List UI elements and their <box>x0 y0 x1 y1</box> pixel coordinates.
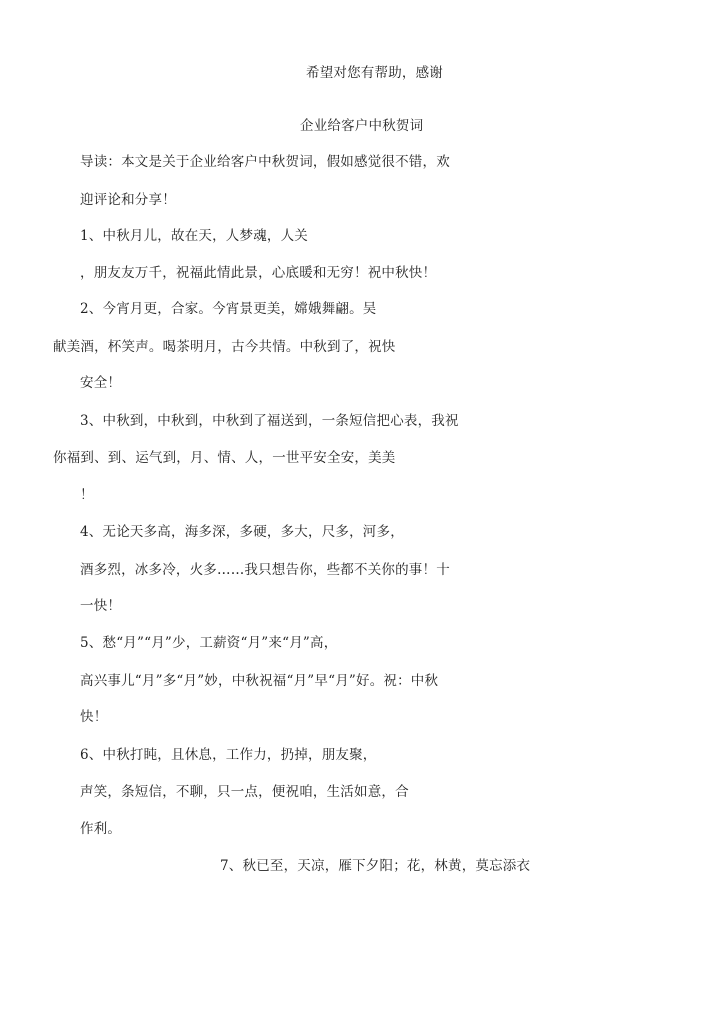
item-6-line-2: 声笑，条短信，不聊，只一点，便祝咱，生活如意，合 <box>80 784 409 800</box>
item-3-line-2: 你福到、到、运气到，月、情、人，一世平安全安，美美 <box>53 450 396 466</box>
item-6-line-3: 作利。 <box>80 821 122 837</box>
item-6-line-1: 6、中秋打盹，且休息，工作力，扔掉，朋友聚， <box>80 747 377 763</box>
item-2-line-2: 献美酒，杯笑声。喝茶明月，古今共情。中秋到了，祝快 <box>53 339 396 355</box>
item-1-line-1: 1、中秋月儿，故在天，人梦魂，人关 <box>80 228 308 244</box>
header-note: 希望对您有帮助，感谢 <box>306 65 443 81</box>
item-5-line-1: 5、愁“月”“月”少，工薪资“月”来“月”高， <box>80 635 338 651</box>
item-5-line-3: 快！ <box>80 709 108 725</box>
item-1-line-2: ，朋友友万千，祝福此情此景，心底暖和无穷！祝中秋快！ <box>80 265 437 281</box>
item-7-line-1: 7、秋已至，天凉，雁下夕阳；花，林黄，莫忘添衣 <box>220 858 531 874</box>
item-4-line-1: 4、无论天多高，海多深，多硬，多大，尺多，河多， <box>80 524 404 540</box>
item-4-line-2: 酒多烈，冰多冷，火多……我只想告你，些都不关你的事！十 <box>80 562 450 578</box>
item-2-line-1: 2、今宵月更，合家。今宵景更美，嫦娥舞翩。吴 <box>80 301 377 317</box>
item-3-line-3: ！ <box>80 487 94 503</box>
intro-line-1: 导读：本文是关于企业给客户中秋贺词，假如感觉很不错，欢 <box>80 154 450 170</box>
document-title: 企业给客户中秋贺词 <box>300 118 424 134</box>
item-5-line-2: 高兴事儿“月”多“月”妙，中秋祝福“月”早“月”好。祝：中秋 <box>80 673 439 689</box>
item-3-line-1: 3、中秋到，中秋到，中秋到了福送到，一条短信把心表，我祝 <box>80 413 459 429</box>
item-2-line-3: 安全！ <box>80 375 122 391</box>
intro-line-2: 迎评论和分享！ <box>80 192 176 208</box>
item-4-line-3: 一快！ <box>80 598 122 614</box>
